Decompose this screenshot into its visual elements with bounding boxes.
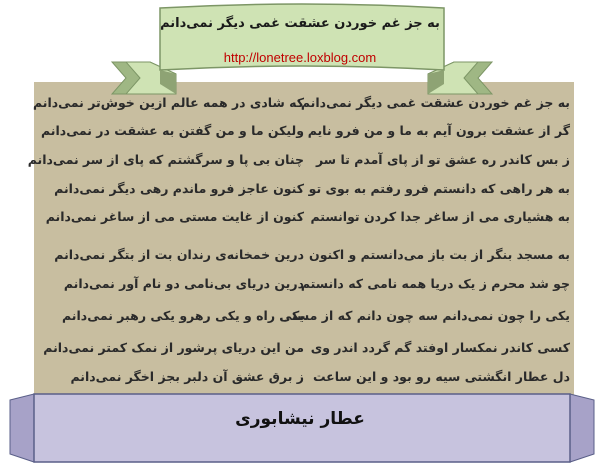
banner-title: به جز غم خوردن عشقت غمی دیگر نمی‌دانم: [160, 16, 440, 31]
hemistich-left: درین دریای بی‌نامی دو نام آور نمی‌دانم: [63, 276, 304, 291]
hemistich-left: من این دریای پرشور از نمک کمتر نمی‌دانم: [43, 340, 304, 355]
hemistich-right: یکی را چون نمی‌دانم سه چون دانم که از مستی: [279, 308, 570, 323]
hemistich-left: چنان بی پا و سرگشتم که پای از سر نمی‌دانم: [27, 152, 304, 167]
hemistich-right: دل عطار انگشتی سیه رو بود و این ساعت: [312, 369, 570, 384]
hemistich-right: به مسجد بنگر از بت باز می‌دانستم و اکنون: [309, 247, 570, 262]
hemistich-right: گر از عشقت برون آیم به ما و من فرو نایم: [307, 123, 570, 138]
hemistich-right: به هشیاری می از ساغر جدا کردن توانستم: [310, 209, 570, 224]
hemistich-right: کسی کاندر نمکسار اوفتد گم گردد اندر وی: [310, 340, 570, 355]
hemistich-left: ز برق عشق آن دلبر بجز اخگر نمی‌دانم: [70, 369, 304, 384]
banner-url-link[interactable]: http://lonetree.loxblog.com: [223, 50, 377, 65]
hemistich-left: کنون عاجز فرو ماندم رهی دیگر نمی‌دانم: [54, 181, 304, 196]
hemistich-right: چو شد محرم ز یک دریا همه نامی که دانستم: [300, 276, 570, 291]
author-name: عطار نیشابوری: [235, 409, 365, 429]
hemistich-left: کنون از غایت مستی می از ساغر نمی‌دانم: [45, 209, 304, 224]
hemistich-right: به هر راهی که دانستم فرو رفتم به بوی تو: [308, 181, 570, 196]
hemistich-right: ز بس کاندر ره عشق تو از پای آمدم تا سر: [316, 152, 570, 167]
hemistich-left: درین خمخانه‌ی رندان بت از بتگر نمی‌دانم: [54, 247, 304, 262]
hemistich-left: ولیکن ما و من گفتن به عشقت در نمی‌دانم: [41, 123, 304, 138]
hemistich-left: یکی راه و یکی رهرو یکی رهبر نمی‌دانم: [62, 308, 304, 323]
hemistich-right: به جز غم خوردن عشقت غمی دیگر نمی‌دانم: [300, 95, 570, 110]
hemistich-left: که شادی در همه عالم ازین خوش‌تر نمی‌دانم: [32, 95, 304, 110]
